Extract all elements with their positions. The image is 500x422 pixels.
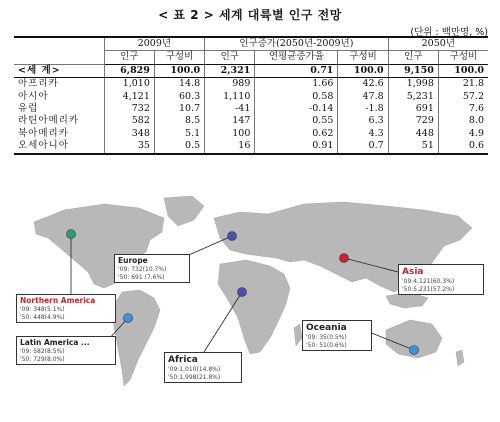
cell-europe-population-growth: -41 bbox=[205, 103, 255, 115]
cell-north-america-population-growth: 100 bbox=[205, 128, 255, 140]
callout-africa-2009: '09:1,010(14.8%) bbox=[168, 366, 221, 373]
cell-north-america-share-2050: 4.9 bbox=[438, 128, 488, 140]
callout-northamerica-2050: '50: 448(4.9%) bbox=[20, 313, 65, 321]
row-label-north-america: 북아메리카 bbox=[18, 127, 69, 139]
table-row-latin-america bbox=[14, 115, 488, 127]
unit-note: (단위 : 백만명, %) bbox=[410, 27, 488, 38]
group-header-2050: 2050년 bbox=[388, 37, 488, 51]
cell-latin-america-share-2050: 8.0 bbox=[438, 115, 488, 127]
cell-world-share-2050: 100.0 bbox=[438, 64, 488, 77]
cell-latin-america-annual-growth-rate: 0.55 bbox=[255, 115, 338, 127]
subheader-share-growth: 구성비 bbox=[338, 51, 388, 64]
cell-asia-share-growth: 47.8 bbox=[338, 91, 388, 103]
cell-europe-share-growth: -1.8 bbox=[338, 103, 388, 115]
callout-oceania bbox=[302, 320, 372, 351]
cell-europe-population-2050: 691 bbox=[388, 103, 438, 115]
cell-world-share-2009: 100.0 bbox=[154, 64, 204, 77]
row-label-africa: 아프리카 bbox=[18, 78, 59, 90]
table-row-asia bbox=[14, 91, 488, 103]
callout-europe-2009: '09: 732(10.7%) bbox=[118, 266, 167, 273]
cell-africa-population-2050: 1,998 bbox=[388, 78, 438, 91]
row-label-latin-america: 라틴아메리카 bbox=[18, 115, 80, 127]
cell-oceania-population-2009: 35 bbox=[104, 140, 154, 153]
callout-africa-name: Africa bbox=[168, 355, 198, 365]
cell-asia-population-2009: 4,121 bbox=[104, 91, 154, 103]
table-row-africa bbox=[14, 78, 488, 91]
row-label-asia: 아시아 bbox=[18, 90, 49, 102]
marker-oceania bbox=[410, 346, 419, 355]
cell-europe-share-2050: 7.6 bbox=[438, 103, 488, 115]
cell-asia-share-2009: 60.3 bbox=[154, 91, 204, 103]
callout-europe-2050: '50: 691 (7.6%) bbox=[118, 273, 165, 281]
callout-asia-2009: '09:4,121(60.3%) bbox=[402, 278, 455, 285]
cell-asia-population-growth: 1,110 bbox=[205, 91, 255, 103]
callout-asia-name: Asia bbox=[402, 267, 424, 277]
callout-latinamerica-2050: '50: 729(8.0%) bbox=[20, 355, 65, 363]
cell-africa-share-growth: 42.6 bbox=[338, 78, 388, 91]
subheader-population-growth: 인구 bbox=[205, 51, 255, 64]
table-row-world bbox=[14, 64, 488, 77]
table-row-europe bbox=[14, 103, 488, 115]
callout-northamerica bbox=[16, 294, 116, 323]
row-label-europe: 유럽 bbox=[18, 103, 39, 115]
cell-latin-america-population-2009: 582 bbox=[104, 115, 154, 127]
callout-latinamerica bbox=[16, 336, 116, 365]
cell-africa-population-growth: 989 bbox=[205, 78, 255, 91]
table-row-north-america bbox=[14, 128, 488, 140]
cell-world-annual-growth-rate: 0.71 bbox=[255, 64, 338, 77]
table-body bbox=[14, 64, 488, 153]
subheader-population-2009: 인구 bbox=[104, 51, 154, 64]
group-header-growth: 인구증가(2050년-2009년) bbox=[205, 37, 389, 51]
callout-latinamerica-name: Latin America ... bbox=[20, 338, 90, 347]
cell-europe-share-2009: 10.7 bbox=[154, 103, 204, 115]
cell-latin-america-population-2050: 729 bbox=[388, 115, 438, 127]
table-title: < 표 2 > 세계 대륙별 인구 전망 bbox=[158, 8, 342, 22]
subheader-share-2009: 구성비 bbox=[154, 51, 204, 64]
callout-africa-2050: '50:1,998(21.8%) bbox=[168, 373, 221, 381]
cell-europe-population-2009: 732 bbox=[104, 103, 154, 115]
row-label-world: <세 계> bbox=[14, 64, 104, 77]
cell-north-america-population-2050: 448 bbox=[388, 128, 438, 140]
cell-north-america-population-2009: 348 bbox=[104, 128, 154, 140]
corner-cell bbox=[14, 37, 104, 64]
callout-africa bbox=[164, 352, 242, 383]
subheader-population-2050: 인구 bbox=[388, 51, 438, 64]
cell-africa-annual-growth-rate: 1.66 bbox=[255, 78, 338, 91]
subheader-share-2050: 구성비 bbox=[438, 51, 488, 64]
cell-asia-annual-growth-rate: 0.58 bbox=[255, 91, 338, 103]
marker-europe bbox=[228, 232, 237, 241]
callout-northamerica-name: Northern America bbox=[20, 296, 96, 305]
cell-north-america-annual-growth-rate: 0.62 bbox=[255, 128, 338, 140]
cell-oceania-population-growth: 16 bbox=[205, 140, 255, 153]
marker-asia bbox=[340, 254, 349, 263]
callout-oceania-name: Oceania bbox=[306, 323, 347, 333]
callout-asia bbox=[398, 264, 484, 295]
cell-oceania-population-2050: 51 bbox=[388, 140, 438, 153]
cell-asia-share-2050: 57.2 bbox=[438, 91, 488, 103]
callout-europe-name: Europe bbox=[118, 256, 148, 265]
population-table bbox=[14, 36, 488, 155]
cell-africa-population-2009: 1,010 bbox=[104, 78, 154, 91]
cell-oceania-share-growth: 0.7 bbox=[338, 140, 388, 153]
cell-north-america-share-growth: 4.3 bbox=[338, 128, 388, 140]
cell-europe-annual-growth-rate: -0.14 bbox=[255, 103, 338, 115]
world-map bbox=[14, 188, 488, 416]
cell-oceania-share-2050: 0.6 bbox=[438, 140, 488, 153]
cell-world-population-2050: 9,150 bbox=[388, 64, 438, 77]
marker-northamerica bbox=[67, 230, 76, 239]
cell-asia-population-2050: 5,231 bbox=[388, 91, 438, 103]
table-row-oceania bbox=[14, 140, 488, 153]
cell-africa-share-2050: 21.8 bbox=[438, 78, 488, 91]
cell-oceania-annual-growth-rate: 0.91 bbox=[255, 140, 338, 153]
marker-africa bbox=[238, 288, 247, 297]
callout-asia-2050: '50:5,231(57.2%) bbox=[402, 285, 455, 293]
callout-latinamerica-2009: '09: 582(8.5%) bbox=[20, 348, 65, 355]
cell-africa-share-2009: 14.8 bbox=[154, 78, 204, 91]
cell-latin-america-population-growth: 147 bbox=[205, 115, 255, 127]
cell-north-america-share-2009: 5.1 bbox=[154, 128, 204, 140]
cell-world-population-2009: 6,829 bbox=[104, 64, 154, 77]
cell-latin-america-share-growth: 6.3 bbox=[338, 115, 388, 127]
marker-latinamerica bbox=[124, 314, 133, 323]
cell-world-share-growth: 100.0 bbox=[338, 64, 388, 77]
cell-world-population-growth: 2,321 bbox=[205, 64, 255, 77]
subheader-annual-growth-rate: 연평균증가율 bbox=[255, 51, 338, 64]
callout-oceania-2050: '50: 51(0.6%) bbox=[306, 341, 347, 349]
callout-europe bbox=[114, 254, 190, 283]
group-header-2009: 2009년 bbox=[104, 37, 204, 51]
callout-northamerica-2009: '09: 348(5.1%) bbox=[20, 306, 65, 313]
row-label-oceania: 오세아니아 bbox=[14, 140, 104, 153]
cell-latin-america-share-2009: 8.5 bbox=[154, 115, 204, 127]
cell-oceania-share-2009: 0.5 bbox=[154, 140, 204, 153]
callout-oceania-2009: '09: 35(0.5%) bbox=[306, 334, 347, 341]
